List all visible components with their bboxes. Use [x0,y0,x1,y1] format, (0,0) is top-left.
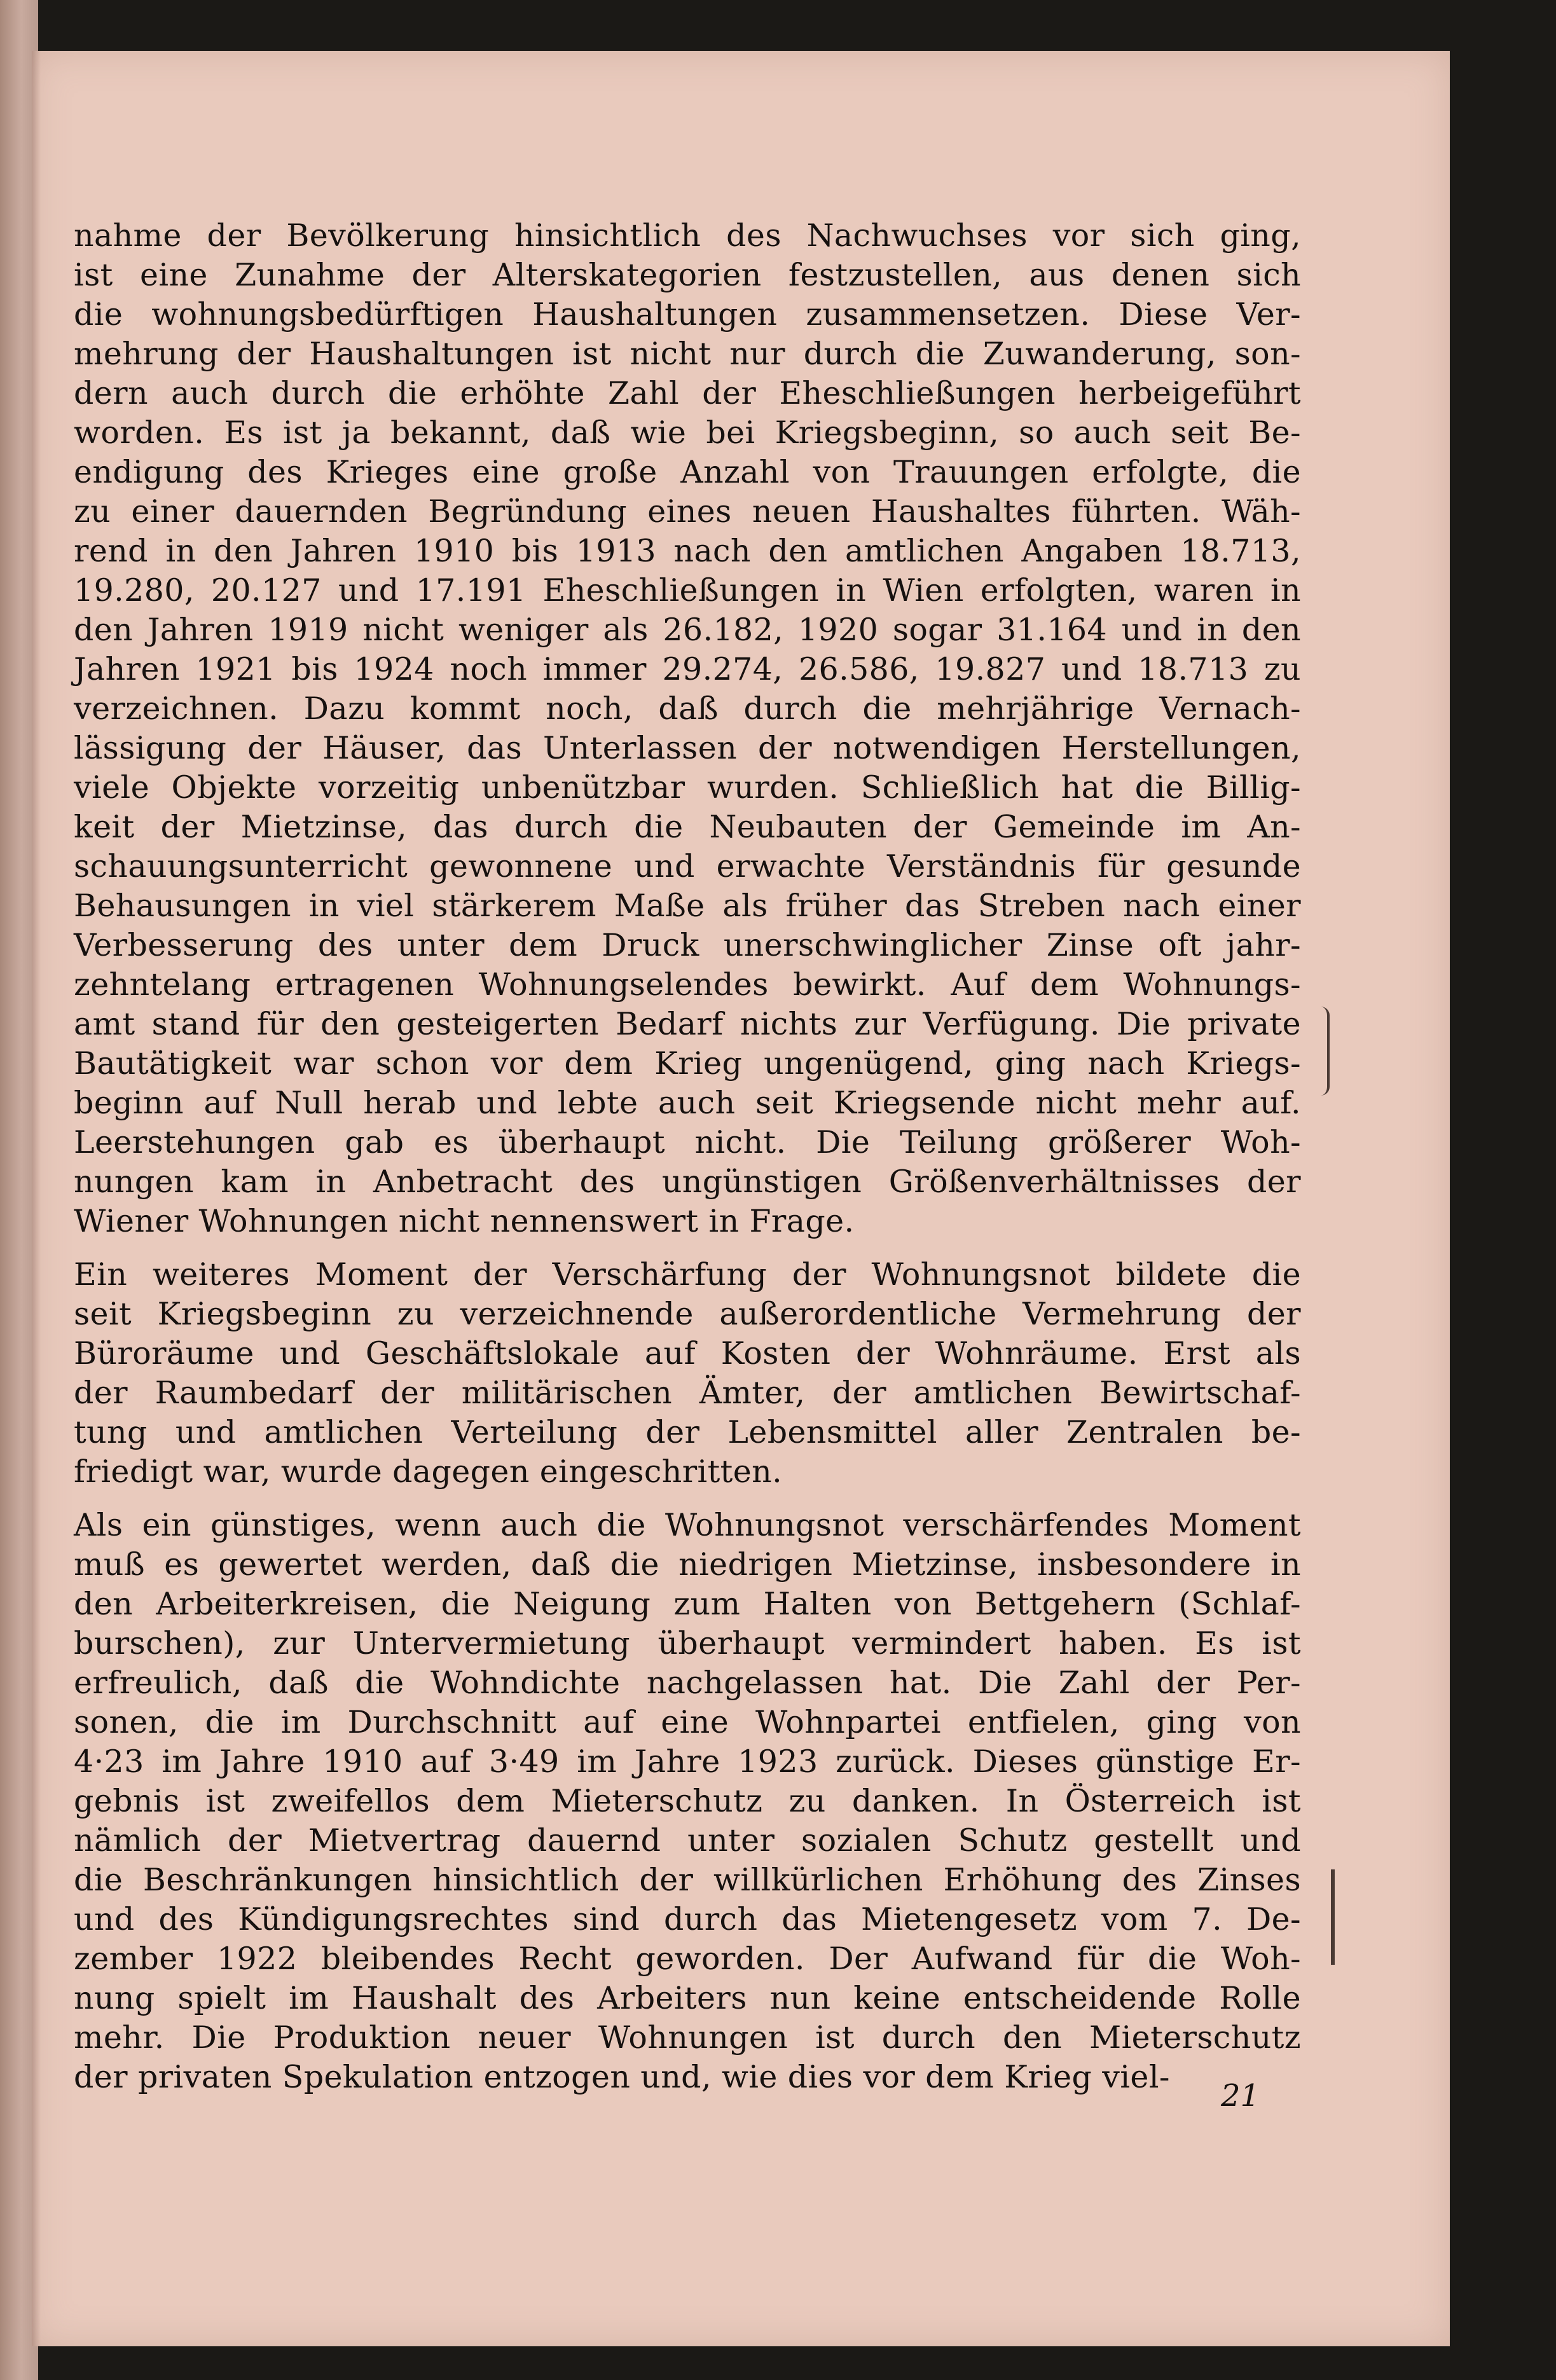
text-line: nungen kam in Anbetracht des ungünstigen Größenverhältnisses der [74,1164,1301,1200]
text-line: Ein weiteres Moment der Verschärfung der Wohnungsnot bildete die [74,1256,1301,1293]
text-line: zu einer dauernden Begründung eines neuen Haushaltes führten. Wäh- [74,493,1301,530]
text-line: Bautätigkeit war schon vor dem Krieg ungenügend, ging nach Kriegs- [74,1045,1301,1082]
text-line: lässigung der Häuser, das Unterlassen der notwendigen Herstellungen, [74,730,1301,766]
margin-pencil-mark [1321,1007,1330,1096]
text-line: dern auch durch die erhöhte Zahl der Eheschließungen herbeigeführt [74,375,1301,411]
body-text [74,216,1301,2097]
text-line: den Arbeiterkreisen, die Neigung zum Halten von Bettgehern (Schlaf- [74,1586,1301,1622]
text-line: erfreulich, daß die Wohndichte nachgelassen hat. Die Zahl der Per- [74,1665,1301,1701]
text-line: viele Objekte vorzeitig unbenützbar wurden. Schließlich hat die Billig- [74,769,1301,806]
text-line: Behausungen in viel stärkerem Maße als früher das Streben nach einer [74,888,1301,924]
text-line: friedigt war, wurde dagegen eingeschritten. [74,1454,783,1490]
paragraph [74,1506,1301,2097]
text-line: nung spielt im Haushalt des Arbeiters nun keine entscheidende Rolle [74,1980,1301,2016]
text-line: der Raumbedarf der militärischen Ämter, der amtlichen Bewirtschaf- [74,1375,1301,1411]
text-line: Leerstehungen gab es überhaupt nicht. Die Teilung größerer Woh- [74,1124,1301,1160]
text-line: 4·23 im Jahre 1910 auf 3·49 im Jahre 1923 zurück. Dieses günstige Er- [74,1744,1301,1780]
text-line: schauungsunterricht gewonnene und erwachte Verständnis für gesunde [74,848,1301,884]
paragraph [74,1255,1301,1492]
text-line: zember 1922 bleibendes Recht geworden. Der Aufwand für die Woh- [74,1941,1301,1977]
margin-pencil-mark [1327,1869,1335,1965]
text-line: Verbesserung des unter dem Druck unerschwinglicher Zinse oft jahr- [74,927,1301,963]
text-line: Als ein günstiges, wenn auch die Wohnungsnot verschärfendes Moment [74,1507,1301,1543]
text-line: amt stand für den gesteigerten Bedarf nichts zur Verfügung. Die private [74,1006,1301,1042]
text-line: endigung des Krieges eine große Anzahl von Trauungen erfolgte, die [74,454,1301,490]
text-line: rend in den Jahren 1910 bis 1913 nach den amtlichen Angaben 18.713, [74,533,1301,569]
text-line: seit Kriegsbeginn zu verzeichnende außerordentliche Vermehrung der [74,1296,1301,1332]
text-line: und des Kündigungsrechtes sind durch das Mietengesetz vom 7. De- [74,1901,1301,1937]
text-line: beginn auf Null herab und lebte auch seit Kriegsende nicht mehr auf. [74,1085,1301,1121]
page-number: 21 [1221,2078,1260,2114]
text-line: Jahren 1921 bis 1924 noch immer 29.274, 26.586, 19.827 und 18.713 zu [74,651,1301,687]
text-line: der privaten Spekulation entzogen und, wie dies vor dem Krieg viel- [74,2059,1170,2095]
paragraph [74,216,1301,1241]
text-line: Wiener Wohnungen nicht nennenswert in Frage. [74,1203,855,1239]
text-line: die Beschränkungen hinsichtlich der willkürlichen Erhöhung des Zinses [74,1862,1301,1898]
text-line: sonen, die im Durchschnitt auf eine Wohnpartei entfielen, ging von [74,1704,1301,1740]
text-line: mehrung der Haushaltungen ist nicht nur durch die Zuwanderung, son- [74,336,1301,372]
text-line: zehntelang ertragenen Wohnungselendes bewirkt. Auf dem Wohnungs- [74,966,1301,1003]
book-page [32,51,1450,2346]
text-line: verzeichnen. Dazu kommt noch, daß durch die mehrjährige Vernach- [74,691,1301,727]
text-line: nahme der Bevölkerung hinsichtlich des Nachwuchses vor sich ging, [74,217,1301,254]
text-line: ist eine Zunahme der Alterskategorien festzustellen, aus denen sich [74,257,1301,293]
text-line: tung und amtlichen Verteilung der Lebensmittel aller Zentralen be- [74,1414,1301,1450]
text-line: den Jahren 1919 nicht weniger als 26.182, 1920 sogar 31.164 und in den [74,612,1301,648]
text-line: worden. Es ist ja bekannt, daß wie bei Kriegsbeginn, so auch seit Be- [74,415,1301,451]
text-line: mehr. Die Produktion neuer Wohnungen ist durch den Mieterschutz [74,2019,1301,2056]
text-line: Büroräume und Geschäftslokale auf Kosten der Wohnräume. Erst als [74,1335,1301,1372]
text-line: die wohnungsbedürftigen Haushaltungen zusammensetzen. Diese Ver- [74,296,1301,333]
text-line: keit der Mietzinse, das durch die Neubauten der Gemeinde im An- [74,809,1301,845]
text-line: muß es gewertet werden, daß die niedrigen Mietzinse, insbesondere in [74,1546,1301,1583]
text-line: nämlich der Mietvertrag dauernd unter sozialen Schutz gestellt und [74,1822,1301,1859]
text-line: gebnis ist zweifellos dem Mieterschutz zu danken. In Österreich ist [74,1783,1301,1819]
text-line: burschen), zur Untervermietung überhaupt vermindert haben. Es ist [74,1625,1301,1661]
text-line: 19.280, 20.127 und 17.191 Eheschließungen in Wien erfolgten, waren in [74,572,1301,609]
